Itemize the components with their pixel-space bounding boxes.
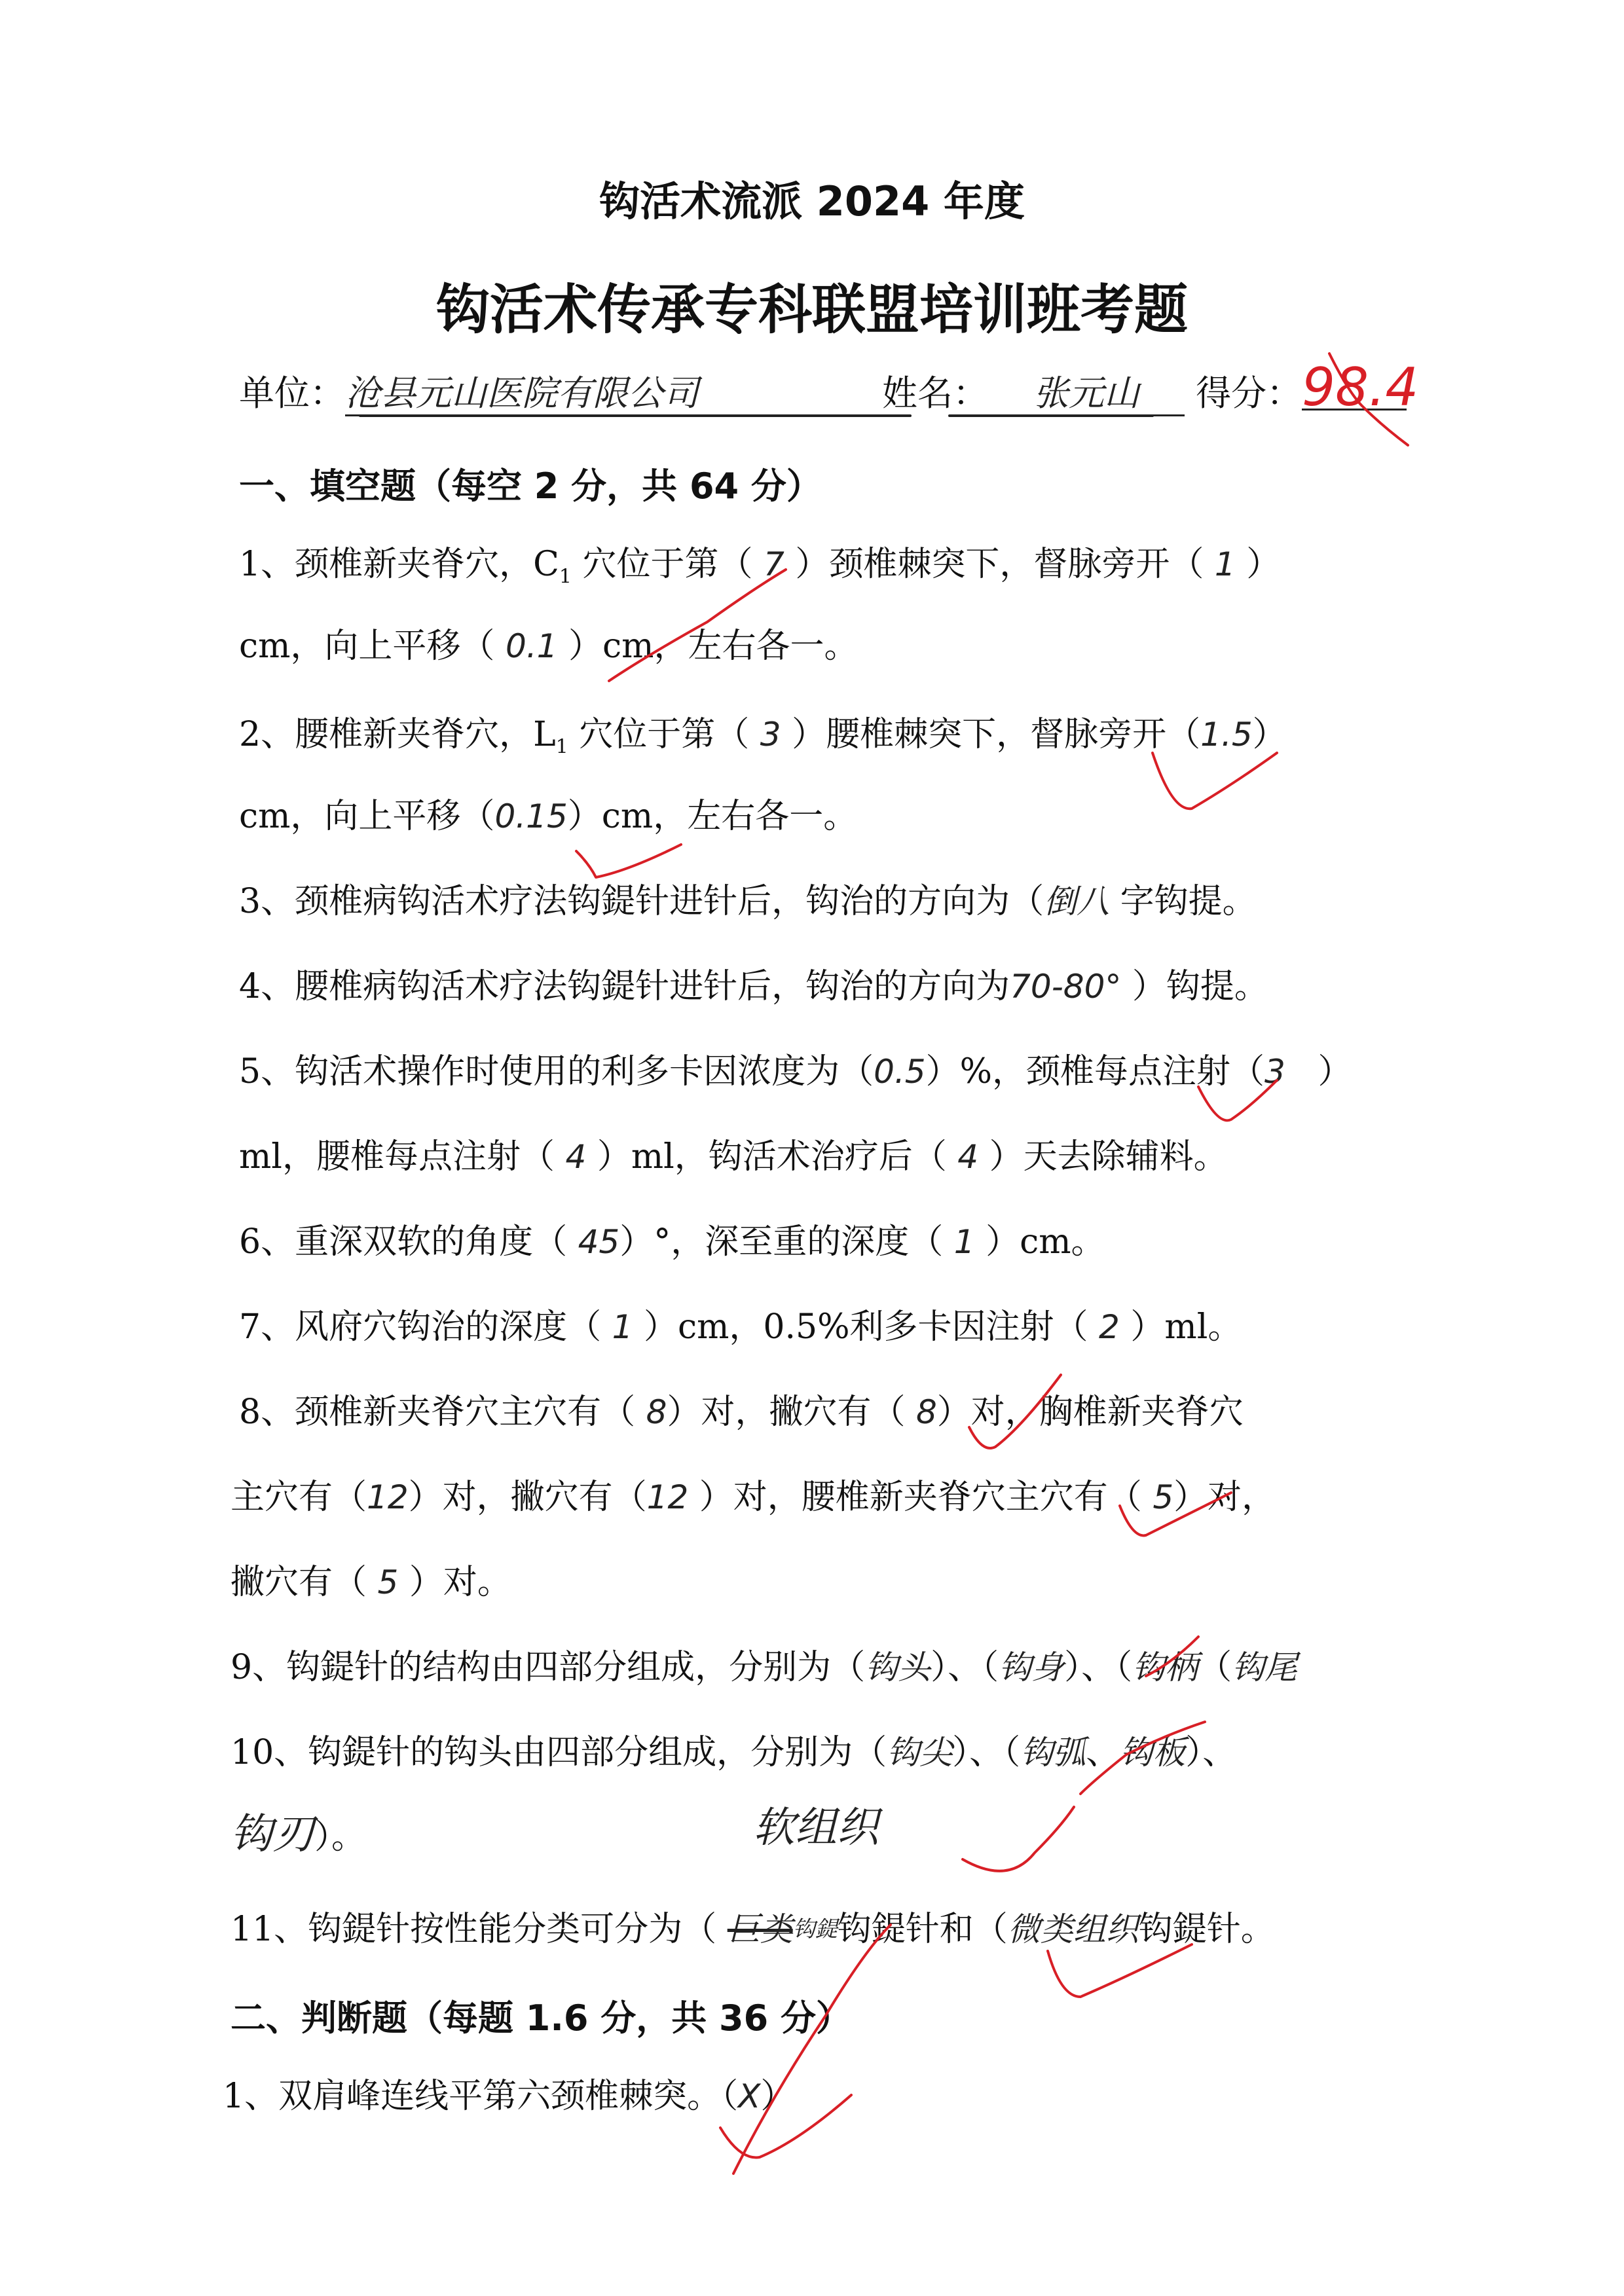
question-6: 6、重深双软的角度（ 45）°，深至重的深度（ 1 ）cm。: [239, 1222, 1105, 1262]
answer-9-3: 钩柄: [1132, 1649, 1198, 1686]
answer-8-5: 5: [1153, 1478, 1174, 1516]
question-1-line2: cm，向上平移（ 0.1 ）cm，左右各一。: [239, 627, 858, 666]
answer-9-1: 钩头: [865, 1649, 931, 1686]
question-5-line2: ml，腰椎每点注射（ 4 ）ml，钩活术治疗后（ 4 ）天去除辅料。: [239, 1137, 1228, 1176]
answer-4: 70-80°: [1010, 968, 1122, 1006]
answer-6-2: 1: [953, 1223, 975, 1261]
exam-title-year: 钩活术流派 2024 年度: [599, 177, 1025, 225]
section-true-false-heading: 二、判断题（每题 1.6 分，共 36 分）: [231, 1997, 852, 2039]
answer-1-1: 7: [764, 545, 784, 583]
answer-2-1: 3: [760, 716, 781, 754]
question-8-line2: 主穴有（12）对，撇穴有（12 ）对，腰椎新夹脊穴主穴有（ 5）对，: [231, 1478, 1276, 1517]
answer-1-2: 1: [1214, 545, 1236, 583]
section-fill-blank-heading: 一、填空题（每空 2 分，共 64 分）: [239, 465, 822, 507]
answer-11-1-over: 钩鍉: [792, 1916, 838, 1942]
tick-mark-q10b: [963, 1807, 1074, 1871]
answer-11-1-struck: 巨类: [727, 1910, 793, 1948]
question-5-line1: 5、钩活术操作时使用的利多卡因浓度为（0.5）%，颈椎每点注射（3 ）: [239, 1052, 1352, 1091]
score-value: 98.4: [1302, 357, 1419, 418]
question-2-line2: cm，向上平移（0.15）cm，左右各一。: [239, 797, 858, 836]
answer-8-2: 8: [915, 1393, 937, 1431]
answer-3: 倒八: [1044, 883, 1110, 920]
question-4: 4、腰椎病钩活术疗法钩鍉针进针后，钩治的方向为70-80° ）钩提。: [239, 967, 1268, 1006]
info-line: [239, 357, 1419, 418]
answer-5-2: 3: [1264, 1053, 1285, 1091]
answer-10-4: 钩刃: [231, 1810, 314, 1859]
question-11: 11、钩鍉针按性能分类可分为（ 巨类$^{钩鍉}$钩鍉针和（微类组织钩鍉针。: [231, 1910, 1275, 1949]
answer-8-6: 5: [377, 1563, 399, 1601]
answer-7-1: 1: [612, 1308, 633, 1346]
question-7: 7、风府穴钩治的深度（ 1 ）cm，0.5%利多卡因注射（ 2 ）ml。: [239, 1307, 1242, 1347]
answer-5-3: 4: [565, 1138, 587, 1176]
answer-8-4: 12: [646, 1478, 689, 1516]
answer-9-2: 钩身: [999, 1649, 1065, 1686]
unit-label: 单位：: [239, 373, 345, 414]
answer-10-2: 钩弧: [1020, 1734, 1086, 1772]
unit-value: 沧县元山医院有限公司: [345, 373, 882, 416]
name-label: 姓名：: [882, 373, 988, 414]
answer-10-1: 钩尖: [887, 1734, 953, 1772]
question-3: 3、颈椎病钩活术疗法钩鍉针进针后，钩治的方向为（倒八 字钩提。: [239, 882, 1257, 921]
question-1-line1: 1、颈椎新夹脊穴，$C_1$ 穴位于第（ 7 ）颈椎棘突下，督脉旁开（ 1 ）: [239, 545, 1281, 589]
answer-2-2: 1.5: [1200, 716, 1253, 754]
question-8-line3: 撇穴有（ 5 ）对。: [231, 1563, 511, 1602]
name-value: 张元山: [988, 373, 1185, 416]
question-9: 9、钩鍉针的结构由四部分组成，分别为（钩头）、（钩身）、（钩柄（钩尾: [231, 1648, 1298, 1687]
exam-title-main: 钩活术传承专科联盟培训班考题: [435, 279, 1188, 341]
question-10-line2: 钩刃）。: [231, 1810, 366, 1859]
answer-tf-1: X: [738, 2077, 761, 2115]
answer-10-3: 钩板: [1120, 1734, 1186, 1772]
answer-8-1: 8: [646, 1393, 667, 1431]
answer-7-2: 2: [1099, 1308, 1120, 1346]
answer-11-correction: 软组织: [753, 1804, 879, 1852]
answer-1-3: 0.1: [505, 627, 558, 665]
answer-5-1: 0.5: [874, 1053, 926, 1091]
question-10-line1: 10、钩鍉针的钩头由四部分组成，分别为（钩尖）、（钩弧、钩板）、: [231, 1733, 1237, 1772]
answer-11-2: 微类组织: [1007, 1910, 1139, 1948]
answer-5-4: 4: [957, 1138, 979, 1176]
tick-mark-q11: [1048, 1944, 1192, 1997]
tick-mark-q11b: [733, 1925, 891, 2174]
question-tf-1: 1、双肩峰连线平第六颈椎棘突。（X）: [223, 2077, 795, 2116]
answer-8-3: 12: [367, 1478, 409, 1516]
answer-2-3: 0.15: [494, 797, 568, 835]
question-8-line1: 8、颈椎新夹脊穴主穴有（ 8）对，撇穴有（ 8）对，胸椎新夹脊穴: [239, 1393, 1244, 1432]
answer-6-1: 45: [578, 1223, 620, 1261]
score-label: 得分：: [1196, 373, 1302, 414]
answer-9-4: 钩尾: [1232, 1649, 1298, 1686]
question-2-line1: 2、腰椎新夹脊穴，$L_1$ 穴位于第（ 3 ）腰椎棘突下，督脉旁开（1.5）: [239, 715, 1287, 759]
tick-mark-q2b: [576, 845, 681, 877]
